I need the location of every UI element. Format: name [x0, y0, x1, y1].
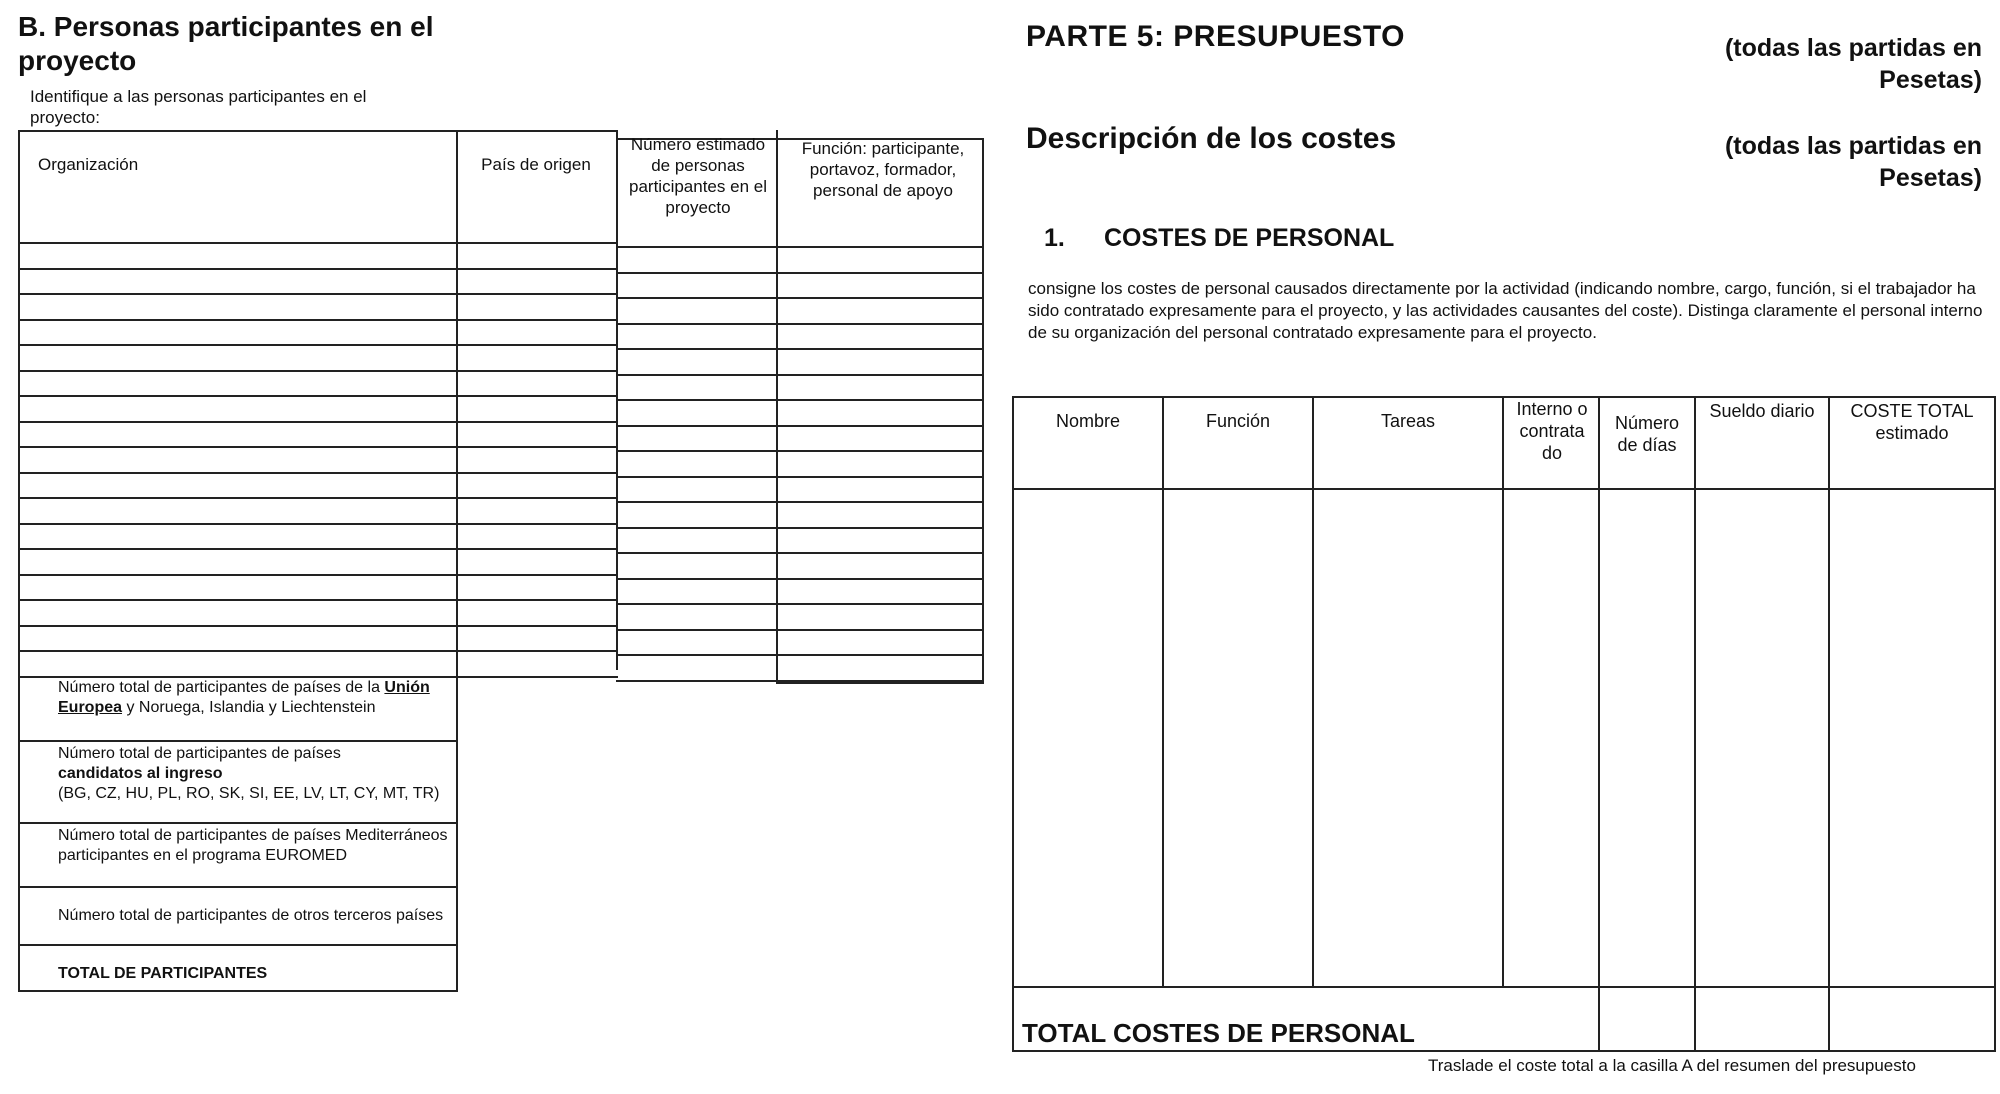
pesetas-note-2: (todas las partidas en Pesetas) — [1724, 132, 1982, 192]
row-line — [18, 523, 618, 525]
intro-text: Identifique a las personas participantes en el proyecto: — [30, 87, 367, 127]
row-line — [616, 654, 984, 656]
row-line — [18, 625, 618, 627]
summary-candidatos: Número total de participantes de países candidatos al ingreso (BG, CZ, HU, PL, RO, SK, SI, EE, LV, LT, CY, MT, TR) — [58, 745, 440, 802]
row-line — [18, 548, 618, 550]
col-sueldo: Sueldo diario — [1709, 401, 1815, 421]
row-line — [18, 421, 618, 423]
row-line — [616, 246, 984, 248]
row-line — [18, 395, 618, 397]
col-organizacion: Organización — [38, 155, 139, 174]
pesetas-note-1: (todas las partidas en Pesetas) — [1724, 34, 1982, 94]
row-line — [616, 374, 984, 376]
row-line — [776, 682, 984, 684]
row-line — [18, 472, 618, 474]
row-line — [616, 348, 984, 350]
row-line — [616, 578, 984, 580]
summary-mediterraneos: Número total de participantes de países Mediterráneos participantes en el programa EUROMED — [58, 827, 448, 864]
row-line — [616, 501, 984, 503]
row-line — [18, 242, 618, 244]
row-line — [616, 450, 984, 452]
descripcion-heading: Descripción de los costes — [1026, 122, 1397, 155]
row-line — [616, 552, 984, 554]
row-line — [18, 650, 618, 652]
summary-otros: Número total de participantes de otros terceros países — [58, 907, 444, 924]
participants-table — [18, 130, 1024, 990]
col-pais: País de origen — [481, 155, 591, 174]
row-line — [18, 319, 618, 321]
row-line — [616, 425, 984, 427]
section-heading-personas: B. Personas participantes en el proyecto — [18, 11, 434, 76]
row-line — [616, 603, 984, 605]
col-tareas: Tareas — [1380, 411, 1436, 431]
row-line — [18, 293, 618, 295]
summary-total: TOTAL DE PARTICIPANTES — [58, 965, 268, 982]
col-funcion-coste: Función — [1205, 411, 1271, 431]
total-costes-label: TOTAL COSTES DE PERSONAL — [1022, 1018, 1415, 1048]
row-line — [18, 497, 618, 499]
col-funcion: Función: participante, portavoz, formador, personal de apoyo — [801, 139, 965, 200]
col-nombre: Nombre — [1055, 411, 1121, 431]
row-line — [18, 446, 618, 448]
instructions-paragraph: consigne los costes de personal causados directamente por la actividad (indicando nombre, cargo, función, si el trabajador ha sido contratado expresamente para el proyecto, y las actividades causantes del coste). Distinga claramente el personal interno de su organización del personal contratado expresamente para el proyecto. — [1028, 279, 1983, 342]
section-costes-personal: 1. COSTES DE PERSONAL — [1044, 224, 1395, 252]
col-numero: Número estimado de personas participantes en el proyecto — [629, 135, 767, 217]
summary-eu: Número total de participantes de países de la Unión Europea y Noruega, Islandia y Liechtenstein — [58, 679, 430, 716]
row-line — [616, 527, 984, 529]
col-dias: Número de días — [1614, 413, 1680, 455]
row-line — [18, 268, 618, 270]
row-line — [18, 574, 618, 576]
row-line — [616, 323, 984, 325]
row-line — [616, 272, 984, 274]
row-line — [18, 599, 618, 601]
footnote: Traslade el coste total a la casilla A del resumen del presupuesto — [1428, 1056, 1916, 1075]
row-line — [616, 476, 984, 478]
row-line — [616, 629, 984, 631]
costs-table — [1012, 396, 1994, 1052]
row-line — [616, 297, 984, 299]
row-line — [18, 344, 618, 346]
col-interno: Interno o contrata do — [1516, 399, 1588, 463]
row-line — [18, 370, 618, 372]
parte-heading: PARTE 5: PRESUPUESTO — [1026, 20, 1405, 53]
col-coste-total: COSTE TOTAL estimado — [1850, 401, 1974, 443]
row-line — [616, 399, 984, 401]
